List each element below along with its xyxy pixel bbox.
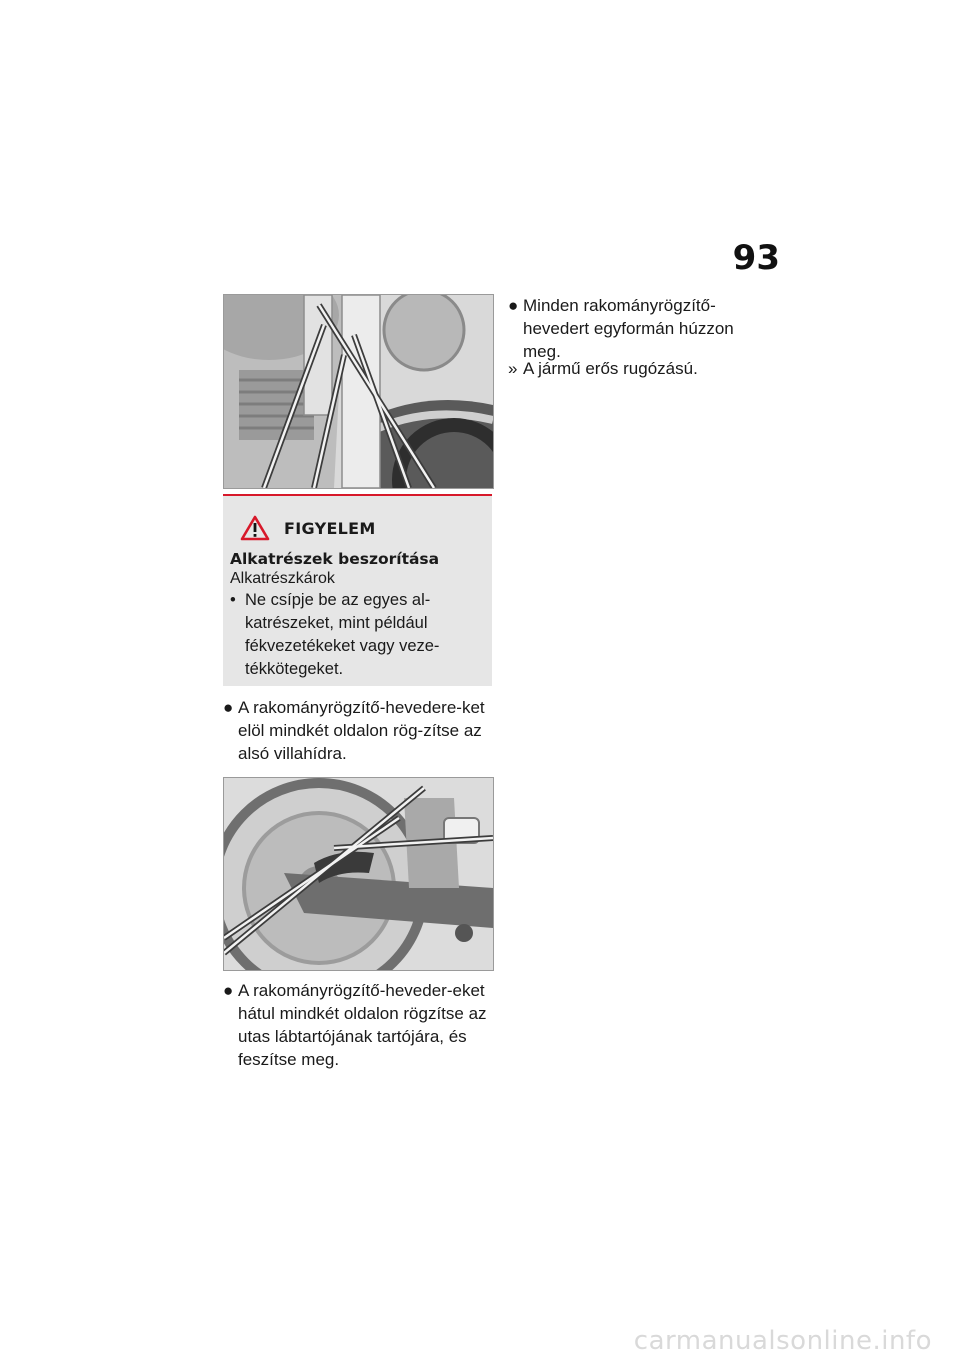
warning-bullets xyxy=(230,589,484,681)
warning-subject: Alkatrészek beszorítása xyxy=(230,550,440,568)
bullet-icon: • xyxy=(230,591,236,609)
step-item xyxy=(223,979,495,1071)
step-text: A rakományrögzítő-hevedere-ket elöl mindkét oldalon rög-zítse az alsó villahídra. xyxy=(238,698,485,763)
result-line xyxy=(508,357,768,380)
result-item xyxy=(508,357,768,380)
watermark: carmanualsonline.info xyxy=(633,1326,932,1356)
step-bullet-icon: ● xyxy=(508,296,519,315)
step-rear-strap xyxy=(223,979,495,1071)
page-number: 93 xyxy=(732,238,780,278)
warning-bullet xyxy=(230,589,484,681)
step-bullet-icon: ● xyxy=(223,698,234,717)
warning-box xyxy=(223,494,492,686)
warning-bullet-text: Ne csípje be az egyes al-katrészeket, mint például fékvezetékeket vagy veze-tékkötegeket. xyxy=(245,591,440,678)
step-front-strap xyxy=(223,696,495,765)
result-text: A jármű erős rugózású. xyxy=(523,359,698,378)
step-text: Minden rakományrögzítő-hevedert egyformán húzzon meg. xyxy=(523,296,734,361)
warning-title: FIGYELEM xyxy=(284,518,376,538)
warning-header xyxy=(240,514,484,542)
result-arrow-icon: » xyxy=(508,359,518,378)
step-item xyxy=(223,696,495,765)
front-fork-strap-image xyxy=(223,294,494,489)
warning-triangle-icon xyxy=(240,515,270,541)
step-text: A rakományrögzítő-heveder-eket hátul mindkét oldalon rögzítse az utas lábtartójának tartójára, és feszítse meg. xyxy=(238,981,487,1069)
step-tighten-straps xyxy=(508,294,768,363)
warning-consequence: Alkatrészkárok xyxy=(230,570,335,587)
step-item xyxy=(508,294,768,363)
rear-footrest-strap-image xyxy=(223,777,494,971)
step-bullet-icon: ● xyxy=(223,981,234,1000)
